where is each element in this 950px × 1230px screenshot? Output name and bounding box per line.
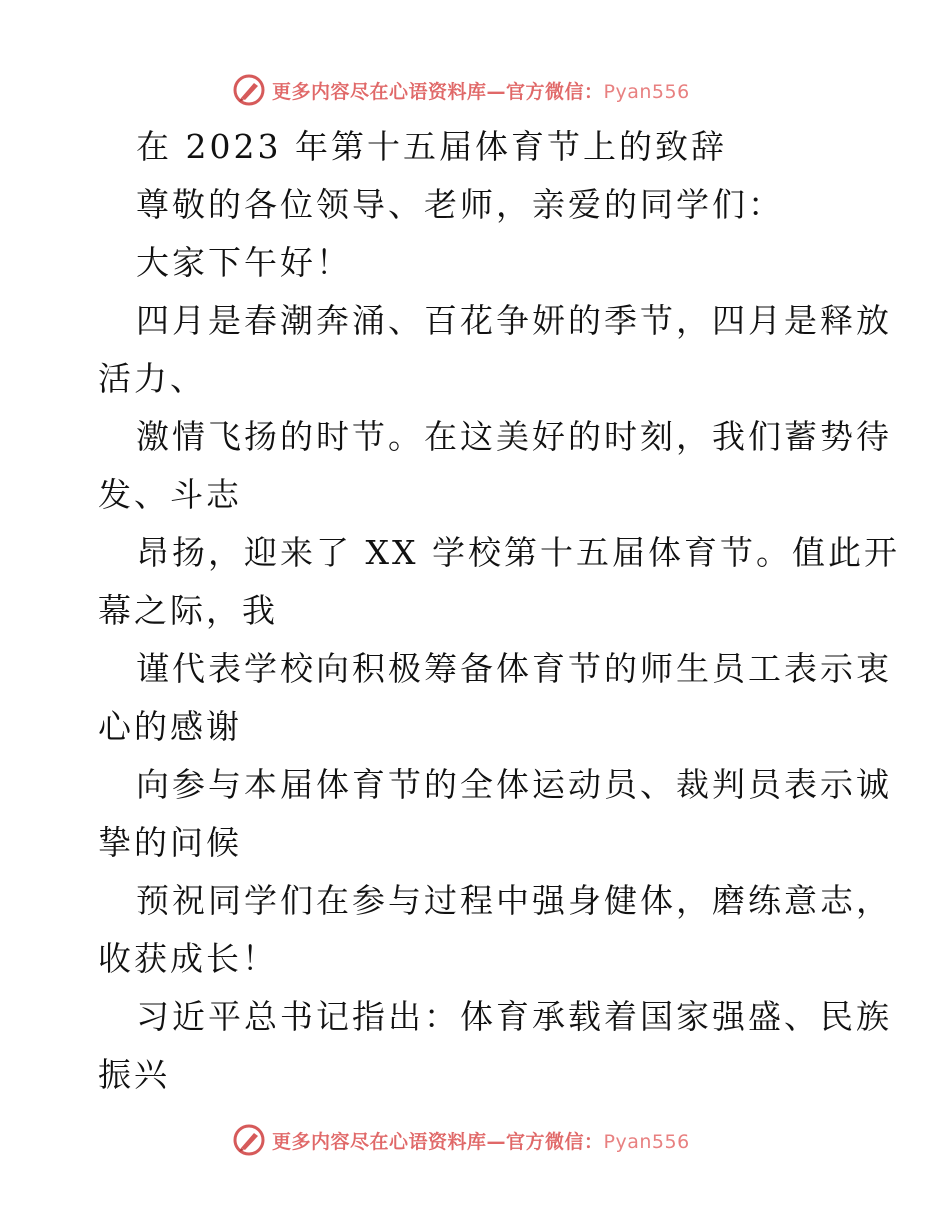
- footer-watermark: [232, 1120, 732, 1160]
- text-line: 挚的问候: [98, 823, 242, 862]
- text-line: 谨代表学校向积极筹备体育节的师生员工表示衷: [136, 649, 892, 688]
- text-line: 尊敬的各位领导、老师，亲爱的同学们：: [136, 185, 784, 224]
- watermark-account: Pyan556: [603, 80, 690, 103]
- pen-logo-icon: [232, 73, 266, 107]
- watermark-account: Pyan556: [603, 1130, 690, 1153]
- text-line: 幕之际，我: [98, 591, 278, 630]
- header-watermark: [232, 70, 732, 110]
- text-line: 活力、: [98, 359, 206, 398]
- text-line: 振兴: [98, 1055, 170, 1094]
- text-line: 大家下午好！: [136, 243, 352, 282]
- text-line: 激情飞扬的时节。在这美好的时刻，我们蓄势待: [136, 417, 892, 456]
- pen-logo-icon: [232, 1123, 266, 1157]
- text-line: 昂扬，迎来了 XX 学校第十五届体育节。值此开: [136, 533, 900, 572]
- text-line: 向参与本届体育节的全体运动员、裁判员表示诚: [136, 765, 892, 804]
- text-line: 四月是春潮奔涌、百花争妍的季节，四月是释放: [136, 301, 892, 340]
- watermark-text: 更多内容尽在心语资料库—官方微信：Pyan556: [272, 80, 690, 103]
- watermark-text: 更多内容尽在心语资料库—官方微信：Pyan556: [272, 1130, 690, 1153]
- text-line: 心的感谢: [98, 707, 242, 746]
- text-line: 习近平总书记指出：体育承载着国家强盛、民族: [136, 997, 892, 1036]
- text-line: 收获成长！: [98, 939, 278, 978]
- text-line: 在 2023 年第十五届体育节上的致辞: [136, 127, 727, 166]
- text-line: 预祝同学们在参与过程中强身健体，磨练意志，: [136, 881, 892, 920]
- document-body: [98, 118, 900, 1104]
- text-line: 发、斗志: [98, 475, 242, 514]
